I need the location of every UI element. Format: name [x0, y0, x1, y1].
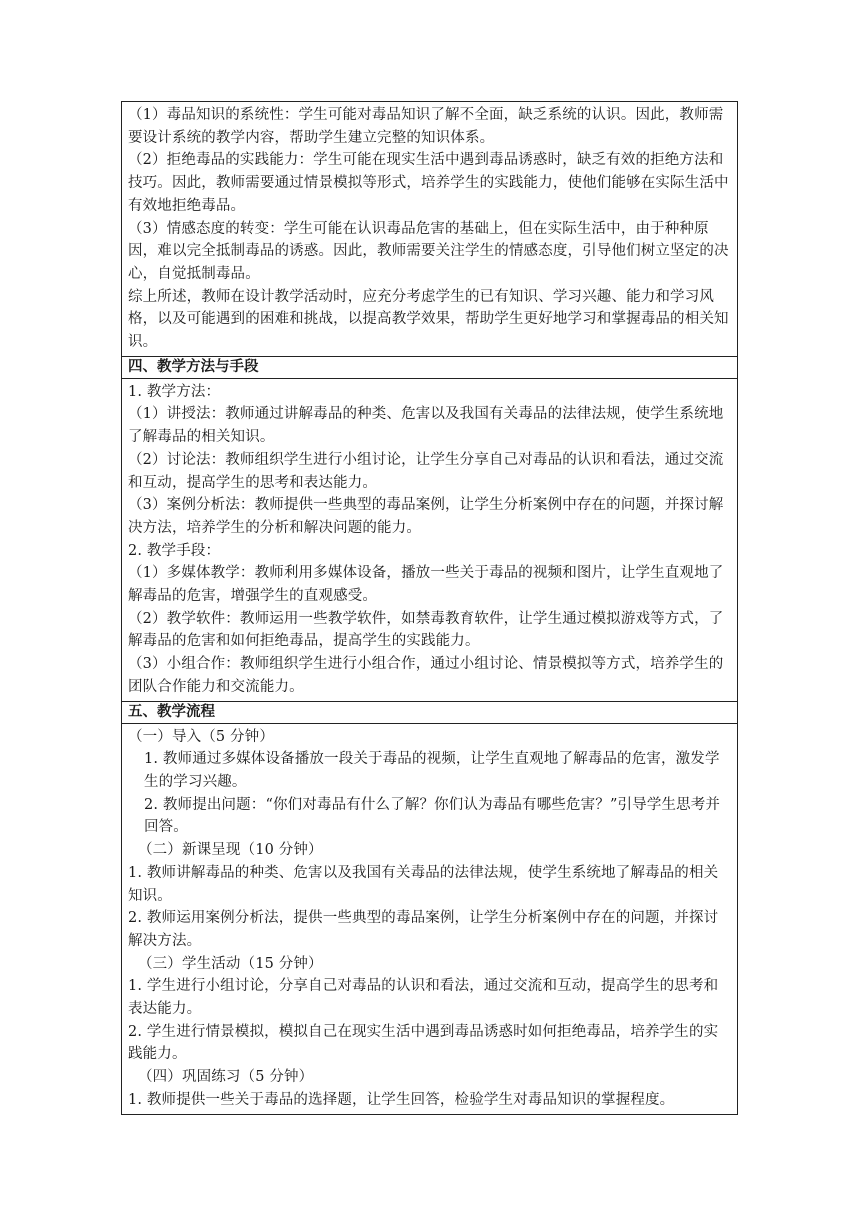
stage-title: （一）导入（5 分钟）	[128, 728, 274, 745]
student-analysis-cell	[122, 102, 737, 356]
stage-title: （三）学生活动（15 分钟）	[138, 955, 323, 972]
list-item: 2. 教师运用案例分析法，提供一些典型的毒品案例，让学生分析案例中存在的问题，并探讨解决方法。	[128, 910, 719, 949]
list-item: 2. 教师提出问题：“你们对毒品有什么了解？你们认为毒品有哪些危害？”引导学生思考并回答。	[144, 796, 721, 836]
list-item: 2. 学生进行情景模拟，模拟自己在现实生活中遇到毒品诱惑时如何拒绝毒品，培养学生的实践能力。	[128, 1023, 719, 1063]
paragraph: （3）情感态度的转变：学生可能在认识毒品危害的基础上，但在实际生活中，由于种种原因，难以完全抵制毒品的诱惑。因此，教师需要关注学生的情感态度，引导他们树立坚定的决心，自觉抵制毒品。	[128, 220, 729, 282]
paragraph: （2）拒绝毒品的实践能力：学生可能在现实生活中遇到毒品诱惑时，缺乏有效的拒绝方法和技巧。因此，教师需要通过情景模拟等形式，培养学生的实践能力，使他们能够在实际生活中有效地拒绝毒品。	[128, 152, 729, 214]
paragraph: （1）多媒体教学：教师利用多媒体设备，播放一些关于毒品的视频和图片，让学生直观地了解毒品的危害，增强学生的直观感受。	[128, 565, 724, 605]
lesson-plan-table	[121, 101, 738, 1115]
paragraph: （3）案例分析法：教师提供一些典型的毒品案例，让学生分析案例中存在的问题，并探讨解决方法，培养学生的分析和解决问题的能力。	[128, 497, 724, 536]
flow-cell	[122, 723, 737, 1114]
list-item: 1. 教师提供一些关于毒品的选择题，让学生回答，检验学生对毒品知识的掌握程度。	[128, 1091, 675, 1108]
paragraph: 2. 教学手段：	[128, 542, 221, 559]
list-item: 1. 教师通过多媒体设备播放一段关于毒品的视频，让学生直观地了解毒品的危害，激发学生的学习兴趣。	[144, 751, 720, 790]
paragraph: 1. 教学方法：	[128, 383, 221, 400]
paragraph: （2）讨论法：教师组织学生进行小组讨论，让学生分享自己对毒品的认识和看法，通过交流和互动，提高学生的思考和表达能力。	[128, 451, 724, 491]
list-item: 1. 学生进行小组讨论，分享自己对毒品的认识和看法，通过交流和互动，提高学生的思考和表达能力。	[128, 978, 719, 1018]
stage-title: （四）巩固练习（5 分钟）	[138, 1069, 314, 1086]
section-heading-flow: 五、教学流程	[122, 701, 737, 723]
paragraph: 综上所述，教师在设计教学活动时，应充分考虑学生的已有知识、学习兴趣、能力和学习风格，以及可能遇到的困难和挑战，以提高教学效果，帮助学生更好地学习和掌握毒品的相关知识。	[128, 288, 729, 351]
paragraph: （1）毒品知识的系统性：学生可能对毒品知识了解不全面，缺乏系统的认识。因此，教师需要设计系统的教学内容，帮助学生建立完整的知识体系。	[128, 107, 724, 146]
section-heading-methods: 四、教学方法与手段	[122, 356, 737, 378]
list-item: 1. 教师讲解毒品的种类、危害以及我国有关毒品的法律法规，使学生系统地了解毒品的相关知识。	[128, 864, 719, 904]
methods-cell	[122, 378, 737, 701]
paragraph: （2）教学软件：教师运用一些教学软件，如禁毒教育软件，让学生通过模拟游戏等方式，了解毒品的危害和如何拒绝毒品，提高学生的实践能力。	[128, 610, 724, 650]
paragraph: （3）小组合作：教师组织学生进行小组合作，通过小组讨论、情景模拟等方式，培养学生的团队合作能力和交流能力。	[128, 656, 724, 695]
stage-title: （二）新课呈现（10 分钟）	[138, 842, 323, 859]
paragraph: （1）讲授法：教师通过讲解毒品的种类、危害以及我国有关毒品的法律法规，使学生系统地了解毒品的相关知识。	[128, 406, 724, 446]
